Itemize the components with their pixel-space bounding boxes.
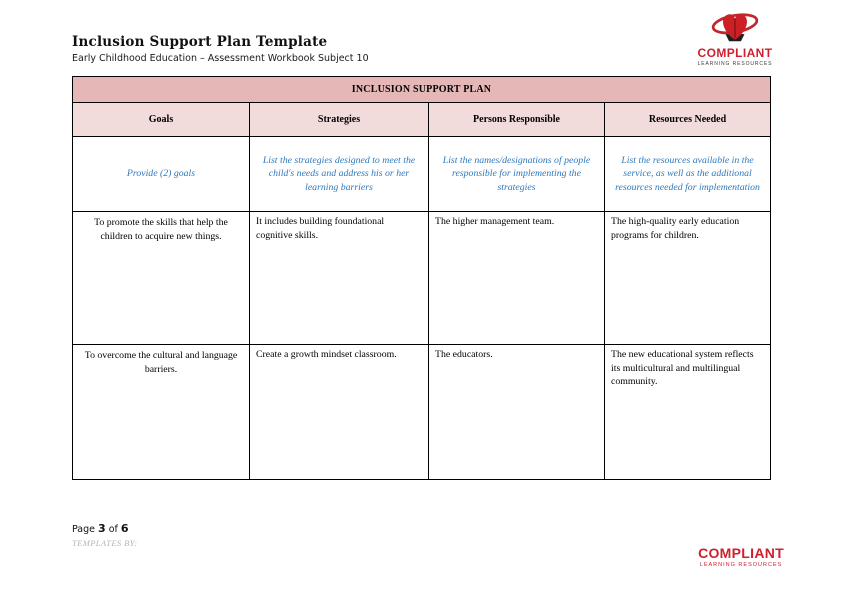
column-header-goals: Goals — [73, 103, 250, 137]
table-title: INCLUSION SUPPORT PLAN — [73, 77, 771, 103]
compliant-logo-bottom — [698, 546, 784, 568]
compliant-logo-top — [690, 8, 780, 67]
of-label: of — [108, 524, 118, 535]
resources-cell: The high-quality early education programs for children. — [605, 212, 771, 345]
goal-cell: To overcome the cultural and language barriers. — [73, 345, 250, 480]
templates-by-label: TEMPLATES BY: — [72, 538, 138, 548]
resources-cell: The new educational system reflects its multicultural and multilingual community. — [605, 345, 771, 480]
brand-tagline: LEARNING RESOURCES — [697, 60, 773, 67]
table-title-row — [73, 77, 771, 103]
persons-cell: The educators. — [429, 345, 605, 480]
instruction-goals: Provide (2) goals — [73, 137, 250, 212]
page-label: Page — [72, 524, 95, 535]
current-page-number: 3 — [98, 522, 106, 535]
brand-name: COMPLIANT — [697, 46, 773, 60]
strategy-cell: Create a growth mindset classroom. — [250, 345, 429, 480]
brand-name: COMPLIANT — [698, 545, 784, 561]
goal-cell: To promote the skills that help the children to acquire new things. — [73, 212, 250, 345]
brand-tagline: LEARNING RESOURCES — [699, 561, 783, 568]
column-header-row — [73, 103, 771, 137]
table-row — [73, 212, 771, 345]
persons-cell: The higher management team. — [429, 212, 605, 345]
column-header-resources: Resources Needed — [605, 103, 771, 137]
total-page-number: 6 — [120, 522, 129, 535]
heart-book-logo-icon — [709, 8, 761, 46]
instruction-resources: List the resources available in the service, as well as the additional resources needed for implementation — [605, 137, 771, 212]
document-header — [72, 34, 770, 64]
inclusion-support-plan-table — [72, 76, 771, 480]
column-header-strategies: Strategies — [250, 103, 429, 137]
page-footer — [72, 522, 138, 548]
table-row — [73, 345, 771, 480]
column-header-persons: Persons Responsible — [429, 103, 605, 137]
instruction-strategies: List the strategies designed to meet the child's needs and address his or her learning barriers — [250, 137, 429, 212]
instruction-persons: List the names/designations of people responsible for implementing the strategies — [429, 137, 605, 212]
page-number-line — [72, 522, 138, 535]
page-title: Inclusion Support Plan Template — [72, 34, 328, 50]
strategy-cell: It includes building foundational cognitive skills. — [250, 212, 429, 345]
instruction-row — [73, 137, 771, 212]
page-subtitle: Early Childhood Education – Assessment Workbook Subject 10 — [72, 53, 369, 64]
